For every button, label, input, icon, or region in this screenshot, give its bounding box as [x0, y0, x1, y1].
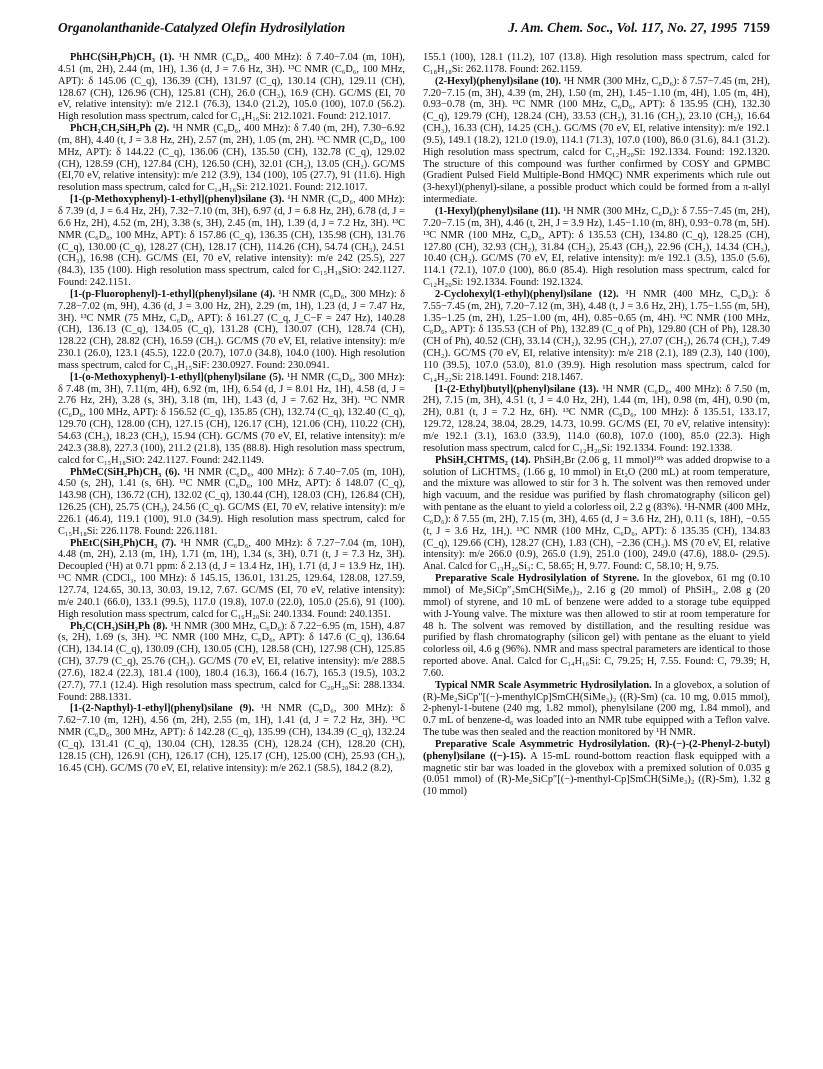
compound-paragraph	[58, 467, 405, 538]
paragraph-body: ¹H NMR (300 MHz, C₆D₆): δ 7.55−7.45 (m, 2H), 7.20−7.15 (m, 3H), 4.46 (t, 2H, J = 3.9 Hz), 1.45−1.10 (m, 8H), 0.93−0.78 (m, 5H). ¹³C NMR (100 MHz, C₆D₆, APT): δ 135.53 (CH), 134.80 (C_q), 128.25 (CH), 127.80 (CH), 32.93 (CH₂), 31.84 (CH₂), 25.43 (CH₂), 22.96 (CH₂), 14.34 (CH₃), 10.40 (CH₂). GC/MS (70 eV, EI, relative intensity): m/e 192.1 (3.5), 135.0 (5.6), 114.1 (72.1), 107.0 (100), 86.0 (85.4). High resolution mass spectrum, calcd for C₁₂H₂₀Si: 192.1334. Found: 192.1324.	[423, 205, 770, 289]
compound-paragraph	[58, 289, 405, 372]
left-text-column	[58, 52, 405, 774]
paragraph-heading: Preparative Scale Hydrosilylation of Styrene.	[435, 573, 640, 585]
compound-paragraph	[423, 76, 770, 206]
paragraph-heading: (2-Hexyl)(phenyl)silane (10).	[435, 75, 561, 87]
paragraph-heading: [1-(p-Fluorophenyl)-1-ethyl](phenyl)silane (4).	[70, 288, 276, 300]
paragraph-body: ¹H NMR (C₆D₆, 300 MHz): δ 7.28−7.02 (m, 9H), 4.36 (d, J = 3.00 Hz, 2H), 2.29 (m, 1H), 1.23 (d, J = 7.47 Hz, 3H). ¹³C NMR (75 MHz, C₆D₆, APT): δ 161.27 (C_q, J_C−F = 247 Hz), 140.28 (CH), 136.13 (C_q), 134.05 (C_q), 131.28 (CH), 130.07 (CH), 128.74 (CH), 128.22 (CH), 28.82 (CH), 16.59 (CH₃). GC/MS (70 eV, EI, relative intensity): m/e 230.1 (26.0), 123.1 (45.5), 122.0 (20.7), 107.0 (34.8), 104.0 (100). High resolution mass spectrum, calcd for C₁₄H₁₅SiF: 230.0927. Found: 230.0941.	[58, 288, 405, 371]
compound-paragraph	[423, 52, 770, 76]
running-header	[58, 20, 770, 40]
paragraph-heading: [1-(o-Methoxyphenyl)-1-ethyl](phenyl)silane (5).	[70, 371, 284, 383]
journal-running-title: Organolanthanide-Catalyzed Olefin Hydrosilylation	[58, 20, 346, 35]
compound-paragraph	[423, 680, 770, 739]
paragraph-body: ¹H NMR (300 MHz, C₆D₆): δ 7.22−6.95 (m, 15H), 4.87 (s, 2H), 1.69 (s, 3H). ¹³C NMR (100 MHz, C₆D₆, APT): δ 147.6 (C_q), 136.64 (CH), 134.14 (C_q), 130.09 (CH), 130.05 (CH), 128.58 (CH), 127.98 (CH), 125.85 (CH), 37.79 (C_q), 25.76 (CH₃). GC/MS (70 eV, EI, relative intensity): m/e 288.5 (27.6), 182.4 (22.3), 181.4 (100), 180.4 (16.3), 166.4 (16.7), 165.3 (19.5), 103.2 (27.7), 77.1 (12.4). High resolution mass spectrum, calcd for C₂₀H₂₀Si: 288.1334. Found: 288.1331.	[58, 620, 405, 703]
paragraph-heading: Ph₂C(CH₃)SiH₂Ph (8).	[70, 620, 168, 632]
compound-paragraph	[58, 621, 405, 704]
paragraph-heading: PhSiH₂CHTMS₂ (14).	[435, 454, 531, 466]
paragraph-body: A 15-mL round-bottom reaction flask equipped with a magnetic stir bar was loaded in the glovebox with a premixed solution of 0.035 g (0.051 mmol) of (R)-Me₂SiCp″[(−)-menthyl-Cp]SmCH(SiMe₃)₂ ((R)-Sm), 1.32 g (10 mmol)	[423, 750, 770, 798]
paragraph-body: In the glovebox, 61 mg (0.10 mmol) of Me₂SiCp″₂SmCH(SiMe₃)₂, 2.16 g (20 mmol) of PhSiH₃, 2.08 g (20 mmol) of styrene, and 10 mL of benzene were added to a storage tube equipped with J-Young valve. The mixture was then allowed to stir at room temperature for 48 h. The solvent was removed by distillation, and the resulting residue was purified by flash chromatography (silicon gel) with pentane as the eluant to yield colorless oil, 4.6 g (96%). NMR and mass spectral parameters are identical to those reported above. Anal. Calcd for C₁₄H₁₆Si: C, 79.25; H, 7.55. Found: C, 79.39; H, 7.60.	[423, 573, 770, 679]
paragraph-heading: (1-Hexyl)(phenyl)silane (11).	[435, 205, 561, 217]
paragraph-body: ¹H NMR (C₆D₆, 400 MHz): δ 7.40−7.04 (m, 10H), 4.51 (m, 2H), 2.44 (m, 1H), 1.36 (d, J = 7.6 Hz, 3H). ¹³C NMR (C₆D₆, 100 MHz, APT): δ 145.06 (C_q), 136.39 (CH), 131.97 (C_q), 130.14 (CH), 129.11 (CH), 128.67 (CH), 126.96 (CH), 125.81 (CH), 26.0 (CH₃), 16.9 (CH). GC/MS (EI, 70 eV, relative intensity): m/e 212.1 (76.3), 134.0 (21.2), 105.0 (100), 107.0 (56.2). High resolution mass spectrum, calcd for C₁₄H₁₆Si: 212.1021. Found: 212.1017.	[58, 52, 406, 123]
paragraph-body: In a glovebox, a solution of (R)-Me₂SiCp″[(−)-menthylCp]SmCH(SiMe₃)₂ ((R)-Sm) (ca. 10 mg, 0.015 mmol), 2-phenyl-1-butene (240 mg, 1.82 mmol), phenylsilane (200 mg, 1.84 mmol), and 0.7 mL of benzene-d₆ was loaded into an NMR tube equipped with a Teflon valve. The tube was then sealed and the reaction monitored by ¹H NMR.	[423, 679, 770, 739]
compound-paragraph	[58, 538, 405, 621]
paragraph-body: ¹H NMR (C₆D₆, 400 MHz): δ 7.39 (d, J = 6.4 Hz, 2H), 7.32−7.10 (m, 3H), 6.97 (d, J = 6.8 Hz, 2H), 6.78 (d, J = 6.6 Hz, 2H), 4.52 (m, 2H), 3.38 (s, 3H), 2.45 (m, 1H), 1.39 (d, J = 7.2 Hz, 3H). ¹³C NMR (C₆D₆, 100 MHz, APT): δ 157.86 (C_q), 136.35 (CH), 135.98 (CH), 131.76 (C_q), 130.00 (C_q), 128.27 (CH), 128.17 (CH), 114.26 (CH), 54.74 (CH₃), 24.51 (CH₃), 16.98 (CH). GC/MS (EI, 70 eV, relative intensity): m/e 242 (25.5), 227 (84.3), 135 (100). High resolution mass spectrum, calcd for C₁₅H₁₈SiO: 242.1127. Found: 242.1151.	[58, 194, 405, 289]
paragraph-heading: PhHC(SiH₂Ph)CH₃ (1).	[70, 52, 175, 63]
paragraph-body: ¹H NMR (C₆D₆, 400 MHz): δ 7.40 (m, 2H), 7.30−6.92 (m, 8H), 4.40 (t, J = 3.8 Hz, 2H), 2.57 (m, 2H), 1.05 (m, 2H). ¹³C NMR (C₆D₆, 100 MHz, APT): δ 144.22 (C_q), 136.06 (CH), 135.50 (CH), 132.78 (C_q), 129.02 (CH), 128.59 (CH), 127.84 (CH), 126.50 (CH), 32.01 (CH₂), 13.05 (CH₂). GC/MS (EI,70 eV, relative intensity): m/e 212 (3.9), 134 (100), 105 (27.7), 91 (11.6). High resolution mass spectrum, calcd for C₁₄H₁₆Si: 212.1021. Found: 212.1017.	[58, 123, 405, 194]
compound-paragraph	[423, 573, 770, 680]
page-number: 7159	[743, 20, 770, 35]
paragraph-heading: 2-Cyclohexyl(1-ethyl)(phenyl)silane (12).	[435, 288, 619, 300]
paragraph-body: ¹H NMR (C₆D₆, 300 MHz): δ 7.48 (m, 3H), 7.11(m, 4H), 6.92 (m, 1H), 6.54 (d, J = 8.01 Hz, 1H), 4.58 (d, J = 2.76 Hz, 2H), 3.28 (s, 3H), 3.18 (m, 1H), 1.43 (d, J = 7.62 Hz, 3H). ¹³C NMR (C₆D₆, 100 MHz, APT): δ 156.52 (C_q), 135.85 (CH), 132.74 (C_q), 132.40 (C_q), 129.70 (CH), 128.00 (CH), 127.15 (CH), 126.17 (CH), 121.06 (CH), 110.22 (CH), 54.63 (CH₃), 18.23 (CH₃), 15.94 (CH). GC/MS (70 eV, EI, relative intensity): m/e 242.3 (38.8), 227.3 (100), 211.2 (21.8), 135 (88.8). High resolution mass spectrum, calcd for C₁₅H₁₈SiO: 242.1127. Found: 242.1149.	[58, 371, 405, 466]
paragraph-body: ¹H NMR (C₆D₆, 400 MHz): δ 7.50 (m, 2H), 7.15 (m, 3H), 4.51 (t, J = 4.0 Hz, 2H), 1.44 (m, 1H), 0.98 (m, 4H), 0.90 (m, 2H), 0.81 (t, J = 7.2 Hz, 6H). ¹³C NMR (C₆D₆, 100 MHz): δ 135.51, 133.17, 129.72, 128.24, 38.04, 28.29, 14.73, 10.99. GC/MS (EI, 70 eV, relative intensity): m/e 192.1 (3.1), 163.0 (33.9), 114.0 (60.8), 107.0 (100), 85.0 (22.3). High resolution mass spectrum, calcd for C₁₂H₂₀Si: 192.1334. Found: 192.1338.	[423, 383, 770, 454]
compound-paragraph	[58, 52, 405, 123]
paragraph-heading: PhEtC(SiH₂Ph)CH₃ (7).	[70, 537, 177, 549]
paragraph-body: ¹H NMR (300 MHz, C₆D₆): δ 7.57−7.45 (m, 2H), 7.20−7.15 (m, 3H), 4.39 (m, 2H), 1.50 (m, 2H), 1.45−1.10 (m, 4H), 1.05 (m, 4H), 0.93−0.78 (m, 3H). ¹³C NMR (100 MHz, C₆D₆, APT): δ 135.95 (CH), 132.30 (C_q), 129.79 (CH), 128.24 (CH), 33.53 (CH₂), 31.16 (CH₂), 23.10 (CH₂), 16.64 (CH₃), 16.33 (CH), 14.25 (CH₃). GC/MS (70 eV, EI, relative intensity): m/e 192.1 (9.5), 149.1 (18.2), 121.0 (19.0), 114.1 (71.3), 107.0 (100), 86.0 (31.6), 84.1 (31.2). High resolution mass spectrum, calcd for C₁₂H₂₀Si: 192.1334. Found: 192.1320. The structure of this compound was further confirmed by COSY and GPMBC (Gradient Pulsed Field Multiple-Bond HMQC) NMR experiments which rule out (3-hexyl)(phenyl)-silane, a possible product which could be formed from a π-allyl intermediate.	[423, 75, 770, 206]
paragraph-heading: PhCH₂CH₂SiH₂Ph (2).	[70, 123, 170, 135]
paragraph-heading: [1-(2-Ethyl)butyl](phenyl)silane (13).	[435, 383, 599, 395]
paragraph-heading: Typical NMR Scale Asymmetric Hydrosilylation.	[435, 679, 652, 691]
compound-paragraph	[423, 206, 770, 289]
right-text-column	[423, 52, 770, 798]
paragraph-heading: [1-(2-Napthyl)-1-ethyl](phenyl)silane (9).	[70, 703, 255, 715]
paragraph-body: ¹H NMR (C₆D₆, 300 MHz): δ 7.62−7.10 (m, 12H), 4.56 (m, 2H), 2.55 (m, 1H), 1.41 (d, J = 7.2 Hz, 3H). ¹³C NMR (C₆D₆, 300 MHz, APT): δ 142.28 (C_q), 135.99 (CH), 134.39 (C_q), 132.24 (C_q), 131.41 (C_q), 130.04 (CH), 128.35 (CH), 128.24 (CH), 128.20 (CH), 128.15 (CH), 126.91 (CH), 126.17 (CH), 125.17 (CH), 125.00 (CH), 25.93 (CH₃), 16.45 (CH). GC/MS (70 eV, EI, relative intensity): m/e 262.1 (58.5), 184.2 (8.2),	[58, 703, 405, 774]
paragraph-heading: PhMeC(SiH₂Ph)CH₃ (6).	[70, 466, 180, 478]
citation-text: J. Am. Chem. Soc., Vol. 117, No. 27, 1995	[508, 20, 738, 35]
compound-paragraph	[58, 123, 405, 194]
compound-paragraph	[423, 455, 770, 573]
paragraph-body: 155.1 (100), 128.1 (11.2), 107 (13.8). High resolution mass spectrum, calcd for C₁₈H₁₈Si: 262.1178. Found: 262.1159.	[423, 52, 770, 75]
paragraph-heading: [1-(p-Methoxyphenyl)-1-ethyl](phenyl)silane (3).	[70, 194, 285, 206]
compound-paragraph	[423, 384, 770, 455]
compound-paragraph	[423, 289, 770, 384]
paragraph-body: ¹H NMR (400 MHz, C₆D₆): δ 7.55−7.45 (m, 2H), 7.20−7.12 (m, 3H), 4.48 (t, J = 3.6 Hz, 2H), 1.75−1.55 (m, 5H), 1.35−1.25 (m, 2H), 1.25−1.00 (m, 4H), 0.85−0.65 (m, 4H). ¹³C NMR (100 MHz, C₆D₆, APT): δ 135.53 (CH of Ph), 132.89 (C_q of Ph), 129.80 (CH of Ph), 128.30 (CH of Ph), 40.52 (CH), 33.14 (CH₂), 32.95 (CH₂), 27.07 (CH₂), 26.74 (CH₂), 7.49 (CH₂). GC/MS (70 eV, EI, relative intensity): m/e 218 (2.1), 189 (2.3), 140 (100), 110 (39.5), 107.0 (53.0), 81.0 (39.9). High resolution mass spectrum, calcd for C₁₄H₂₂Si: 218.1491. Found: 218.1467.	[423, 288, 771, 383]
paragraph-body: ¹H NMR (C₆D₆, 400 MHz): δ 7.27−7.04 (m, 10H), 4.48 (m, 2H), 2.13 (m, 1H), 1.71 (m, 1H), 1.34 (s, 3H), 0.71 (t, J = 7.3 Hz, 3H). Decoupled (¹H) at 0.71 ppm: δ 2.13 (d, J = 13.4 Hz, 1H), 1.71 (d, J = 13.9 Hz, 1H). ¹³C NMR (CDCl₃, 100 MHz): δ 145.15, 136.01, 131.25, 129.64, 128.08, 127.59, 127.74, 124.65, 30.13, 30.03, 19.12, 7.67. GC/MS (EI, 70 eV, relative intensity): m/e 240.1 (66.0), 133.1 (99.5), 117.0 (19.8), 107.0 (22.0), 105.0 (25.6), 91 (100). High resolution mass spectrum, calcd for C₁₆H₂₀Si: 240.1334. Found: 240.1351.	[58, 537, 406, 620]
compound-paragraph	[423, 739, 770, 798]
paragraph-body: ¹H NMR (C₆D₆, 400 MHz): δ 7.40−7.05 (m, 10H), 4.50 (s, 2H), 1.41 (s, 6H). ¹³C NMR (C₆D₆, 100 MHz, APT): δ 148.07 (C_q), 143.98 (CH), 136.72 (CH), 132.02 (C_q), 130.44 (CH), 128.03 (CH), 126.84 (CH), 126.25 (CH), 25.75 (CH₃), 24.56 (C_q). GC/MS (EI, 70 eV, relative intensity): m/e 226.1 (46.4), 119.1 (100), 91.0 (34.9). High resolution mass spectrum, calcd for C₁₅H₁₈Si: 226.1178. Found: 226.1181.	[58, 466, 405, 537]
compound-paragraph	[58, 194, 405, 289]
paragraph-heading: Preparative Scale Asymmetric Hydrosilylation. (R)-(−)-(2-Phenyl-2-butyl)(phenyl)silane ((−)-15).	[423, 738, 770, 762]
compound-paragraph	[58, 703, 405, 774]
citation-line	[508, 20, 770, 36]
compound-paragraph	[58, 372, 405, 467]
paragraph-body: PhSiH₂Br (2.06 g, 11 mmol)¹⁹ᵇ was added dropwise to a solution of LiCHTMS₂ (1.66 g, 10 mmol) in Et₂O (200 mL) at room temperature, and the mixture was allowed to stir for 3 h. The solvent was then removed under high vacuum, and the residue was purified by flash chromatography (silicon gel) with pentane as the eluant to yield a colorless oil, 2.2 g (83%). ¹H-NMR (400 MHz, C₆D₆): δ 7.55 (m, 2H), 7.15 (m, 3H), 4.65 (d, J = 3.6 Hz, 2H), 0.11 (s, 18H), −0.55 (t, J = 3.6 Hz, 1H,). ¹³C NMR (100 MHz, C₆D₆, APT): δ 135.35 (CH), 134.83 (C_q), 129.66 (CH), 128.27 (CH), 1.83 (CH), −2.36 (CH₃). MS (70 eV, EI, relative intensity): m/e 266.0 (0.9), 265.0 (1.9), 251.0 (100), 249.0 (47.6), 188.0- (29.5). Anal. Calcd for C₁₃H₂₆Si₃: C, 58.65; H, 9.77. Found: C, 58.10; H, 9.75.	[423, 454, 770, 573]
